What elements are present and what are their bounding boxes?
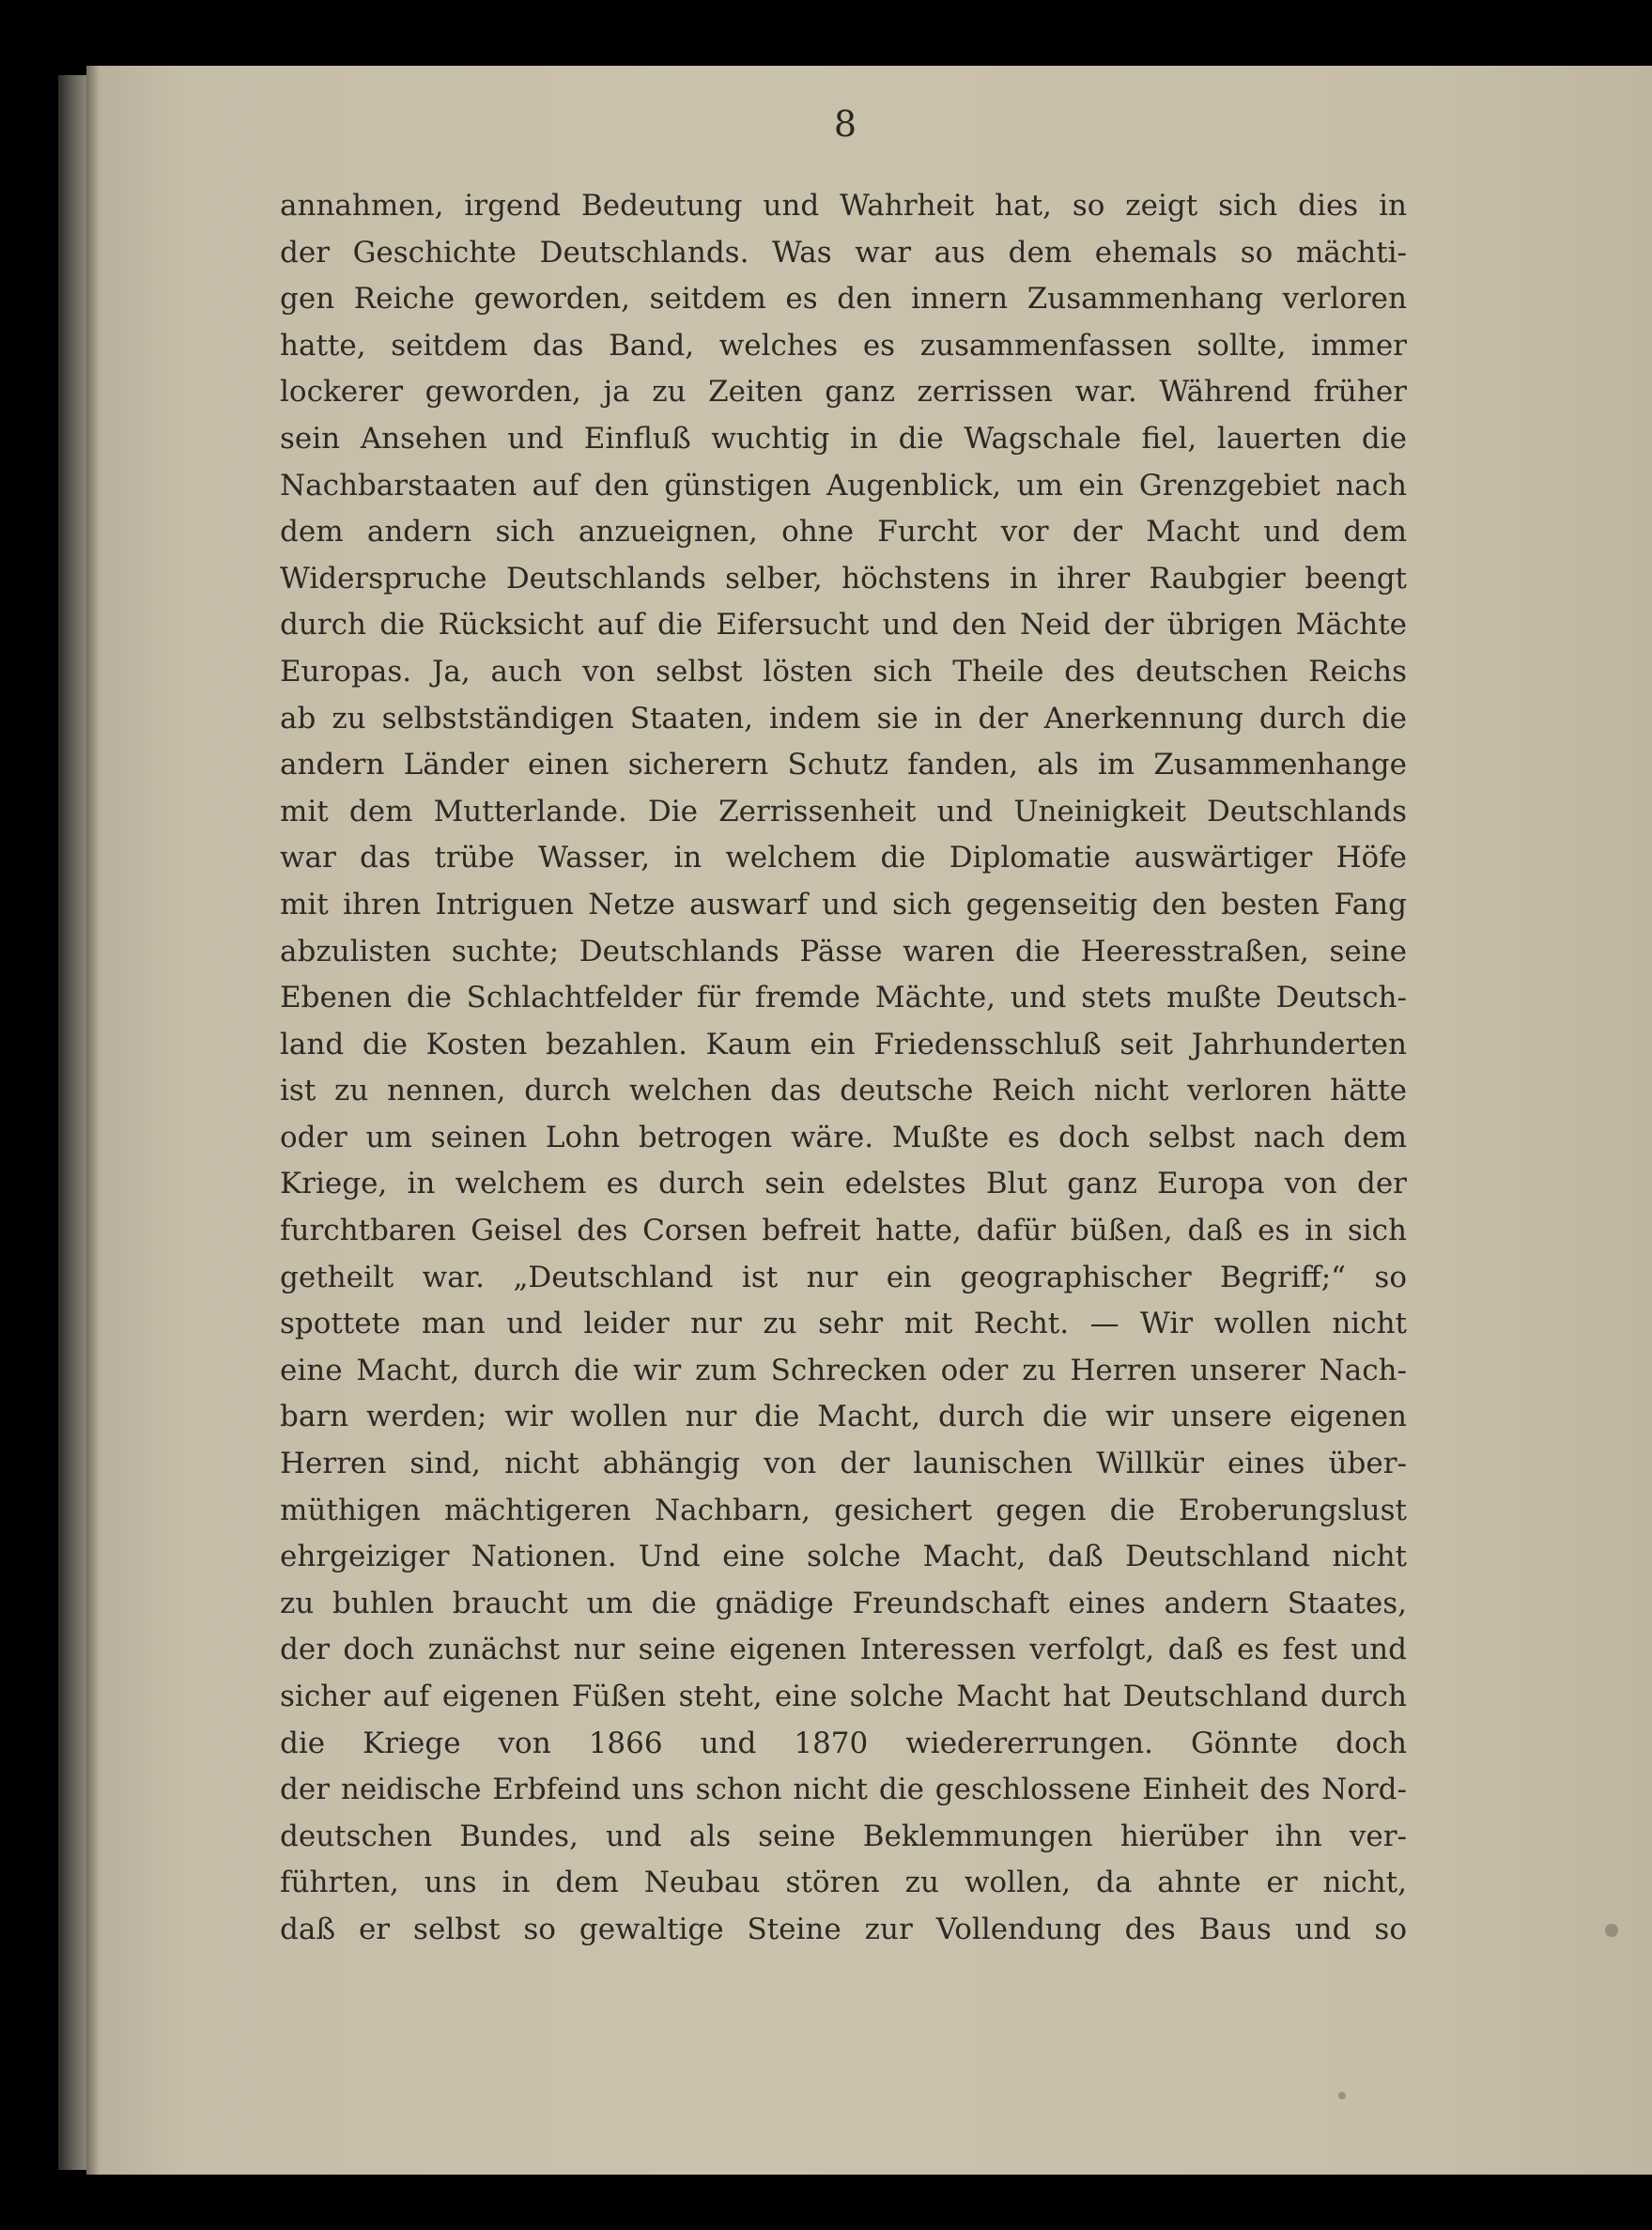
book-spine (58, 75, 86, 2170)
text-line: Europas. Ja, auch von selbst lösten sich Theile des deutschen Reichs (280, 654, 1407, 689)
text-line: ehrgeiziger Nationen. Und eine solche Macht, daß Deutschland nicht (280, 1540, 1407, 1574)
text-line: gen Reiche geworden, seitdem es den innern Zusammenhang verloren (280, 282, 1407, 317)
text-line: andern Länder einen sicherern Schutz fanden, als im Zusammenhange (280, 748, 1407, 782)
text-line: oder um seinen Lohn betrogen wäre. Mußte es doch selbst nach dem (280, 1120, 1407, 1154)
text-line: sein Ansehen und Einfluß wuchtig in die Wagschale fiel, lauerten die (280, 421, 1407, 456)
text-line: eine Macht, durch die wir zum Schrecken oder zu Herren unserer Nach- (280, 1353, 1407, 1387)
text-line: ist zu nennen, durch welchen das deutsche Reich nicht verloren hätte (280, 1074, 1407, 1108)
text-line: mit dem Mutterlande. Die Zerrissenheit und Uneinigkeit Deutschlands (280, 794, 1407, 829)
text-line: abzulisten suchte; Deutschlands Pässe waren die Heeresstraßen, seine (280, 934, 1407, 968)
text-line: müthigen mächtigeren Nachbarn, gesichert gegen die Eroberungslust (280, 1493, 1407, 1527)
text-line: durch die Rücksicht auf die Eifersucht und den Neid der übrigen Mächte (280, 608, 1407, 643)
text-line: der neidische Erbfeind uns schon nicht die geschlossene Einheit des Nord- (280, 1773, 1407, 1807)
text-line: Herren sind, nicht abhängig von der launischen Willkür eines über- (280, 1447, 1407, 1481)
text-line: zu buhlen braucht um die gnädige Freundschaft eines andern Staates, (280, 1586, 1407, 1620)
text-line: die Kriege von 1866 und 1870 wiedererrungen. Gönnte doch (280, 1726, 1407, 1760)
text-line: der Geschichte Deutschlands. Was war aus dem ehemals so mächti- (280, 235, 1407, 270)
text-line: Kriege, in welchem es durch sein edelstes Blut ganz Europa von der (280, 1167, 1407, 1201)
text-line: annahmen, irgend Bedeutung und Wahrheit hat, so zeigt sich dies in (280, 189, 1407, 223)
text-line: führten, uns in dem Neubau stören zu wollen, da ahnte er nicht, (280, 1866, 1407, 1900)
body-text (280, 183, 1407, 1954)
text-line: hatte, seitdem das Band, welches es zusammenfassen sollte, immer (280, 328, 1407, 363)
paper-spot (1605, 1924, 1618, 1937)
text-line: ab zu selbstständigen Staaten, indem sie in der Anerkennung durch die (280, 701, 1407, 736)
text-line: getheilt war. „Deutschland ist nur ein geographischer Begriff;“ so (280, 1260, 1407, 1294)
text-line: sicher auf eigenen Füßen steht, eine solche Macht hat Deutschland durch (280, 1680, 1407, 1713)
text-line: daß er selbst so gewaltige Steine zur Vollendung des Baus und so (280, 1912, 1407, 1946)
text-line: barn werden; wir wollen nur die Macht, durch die wir unsere eigenen (280, 1400, 1407, 1434)
page-number: 8 (833, 103, 857, 145)
text-line: mit ihren Intriguen Netze auswarf und sich gegenseitig den besten Fang (280, 887, 1407, 921)
text-line: war das trübe Wasser, in welchem die Diplomatie auswärtiger Höfe (280, 841, 1407, 875)
text-line: land die Kosten bezahlen. Kaum ein Friedensschluß seit Jahrhunderten (280, 1027, 1407, 1061)
text-line: der doch zunächst nur seine eigenen Interessen verfolgt, daß es fest und (280, 1633, 1407, 1667)
paper-spot (1338, 2092, 1346, 2099)
text-line: Ebenen die Schlachtfelder für fremde Mächte, und stets mußte Deutsch- (280, 981, 1407, 1015)
text-line: deutschen Bundes, und als seine Beklemmungen hierüber ihn ver- (280, 1819, 1407, 1853)
text-line: Nachbarstaaten auf den günstigen Augenblick, um ein Grenzgebiet nach (280, 468, 1407, 503)
text-line: Widerspruche Deutschlands selber, höchstens in ihrer Raubgier beengt (280, 561, 1407, 596)
text-line: dem andern sich anzueignen, ohne Furcht vor der Macht und dem (280, 515, 1407, 550)
text-line: furchtbaren Geisel des Corsen befreit hatte, dafür büßen, daß es in sich (280, 1214, 1407, 1248)
text-line: lockerer geworden, ja zu Zeiten ganz zerrissen war. Während früher (280, 375, 1407, 410)
page-gutter-shadow (86, 66, 100, 2175)
text-line: spottete man und leider nur zu sehr mit Recht. — Wir wollen nicht (280, 1307, 1407, 1341)
